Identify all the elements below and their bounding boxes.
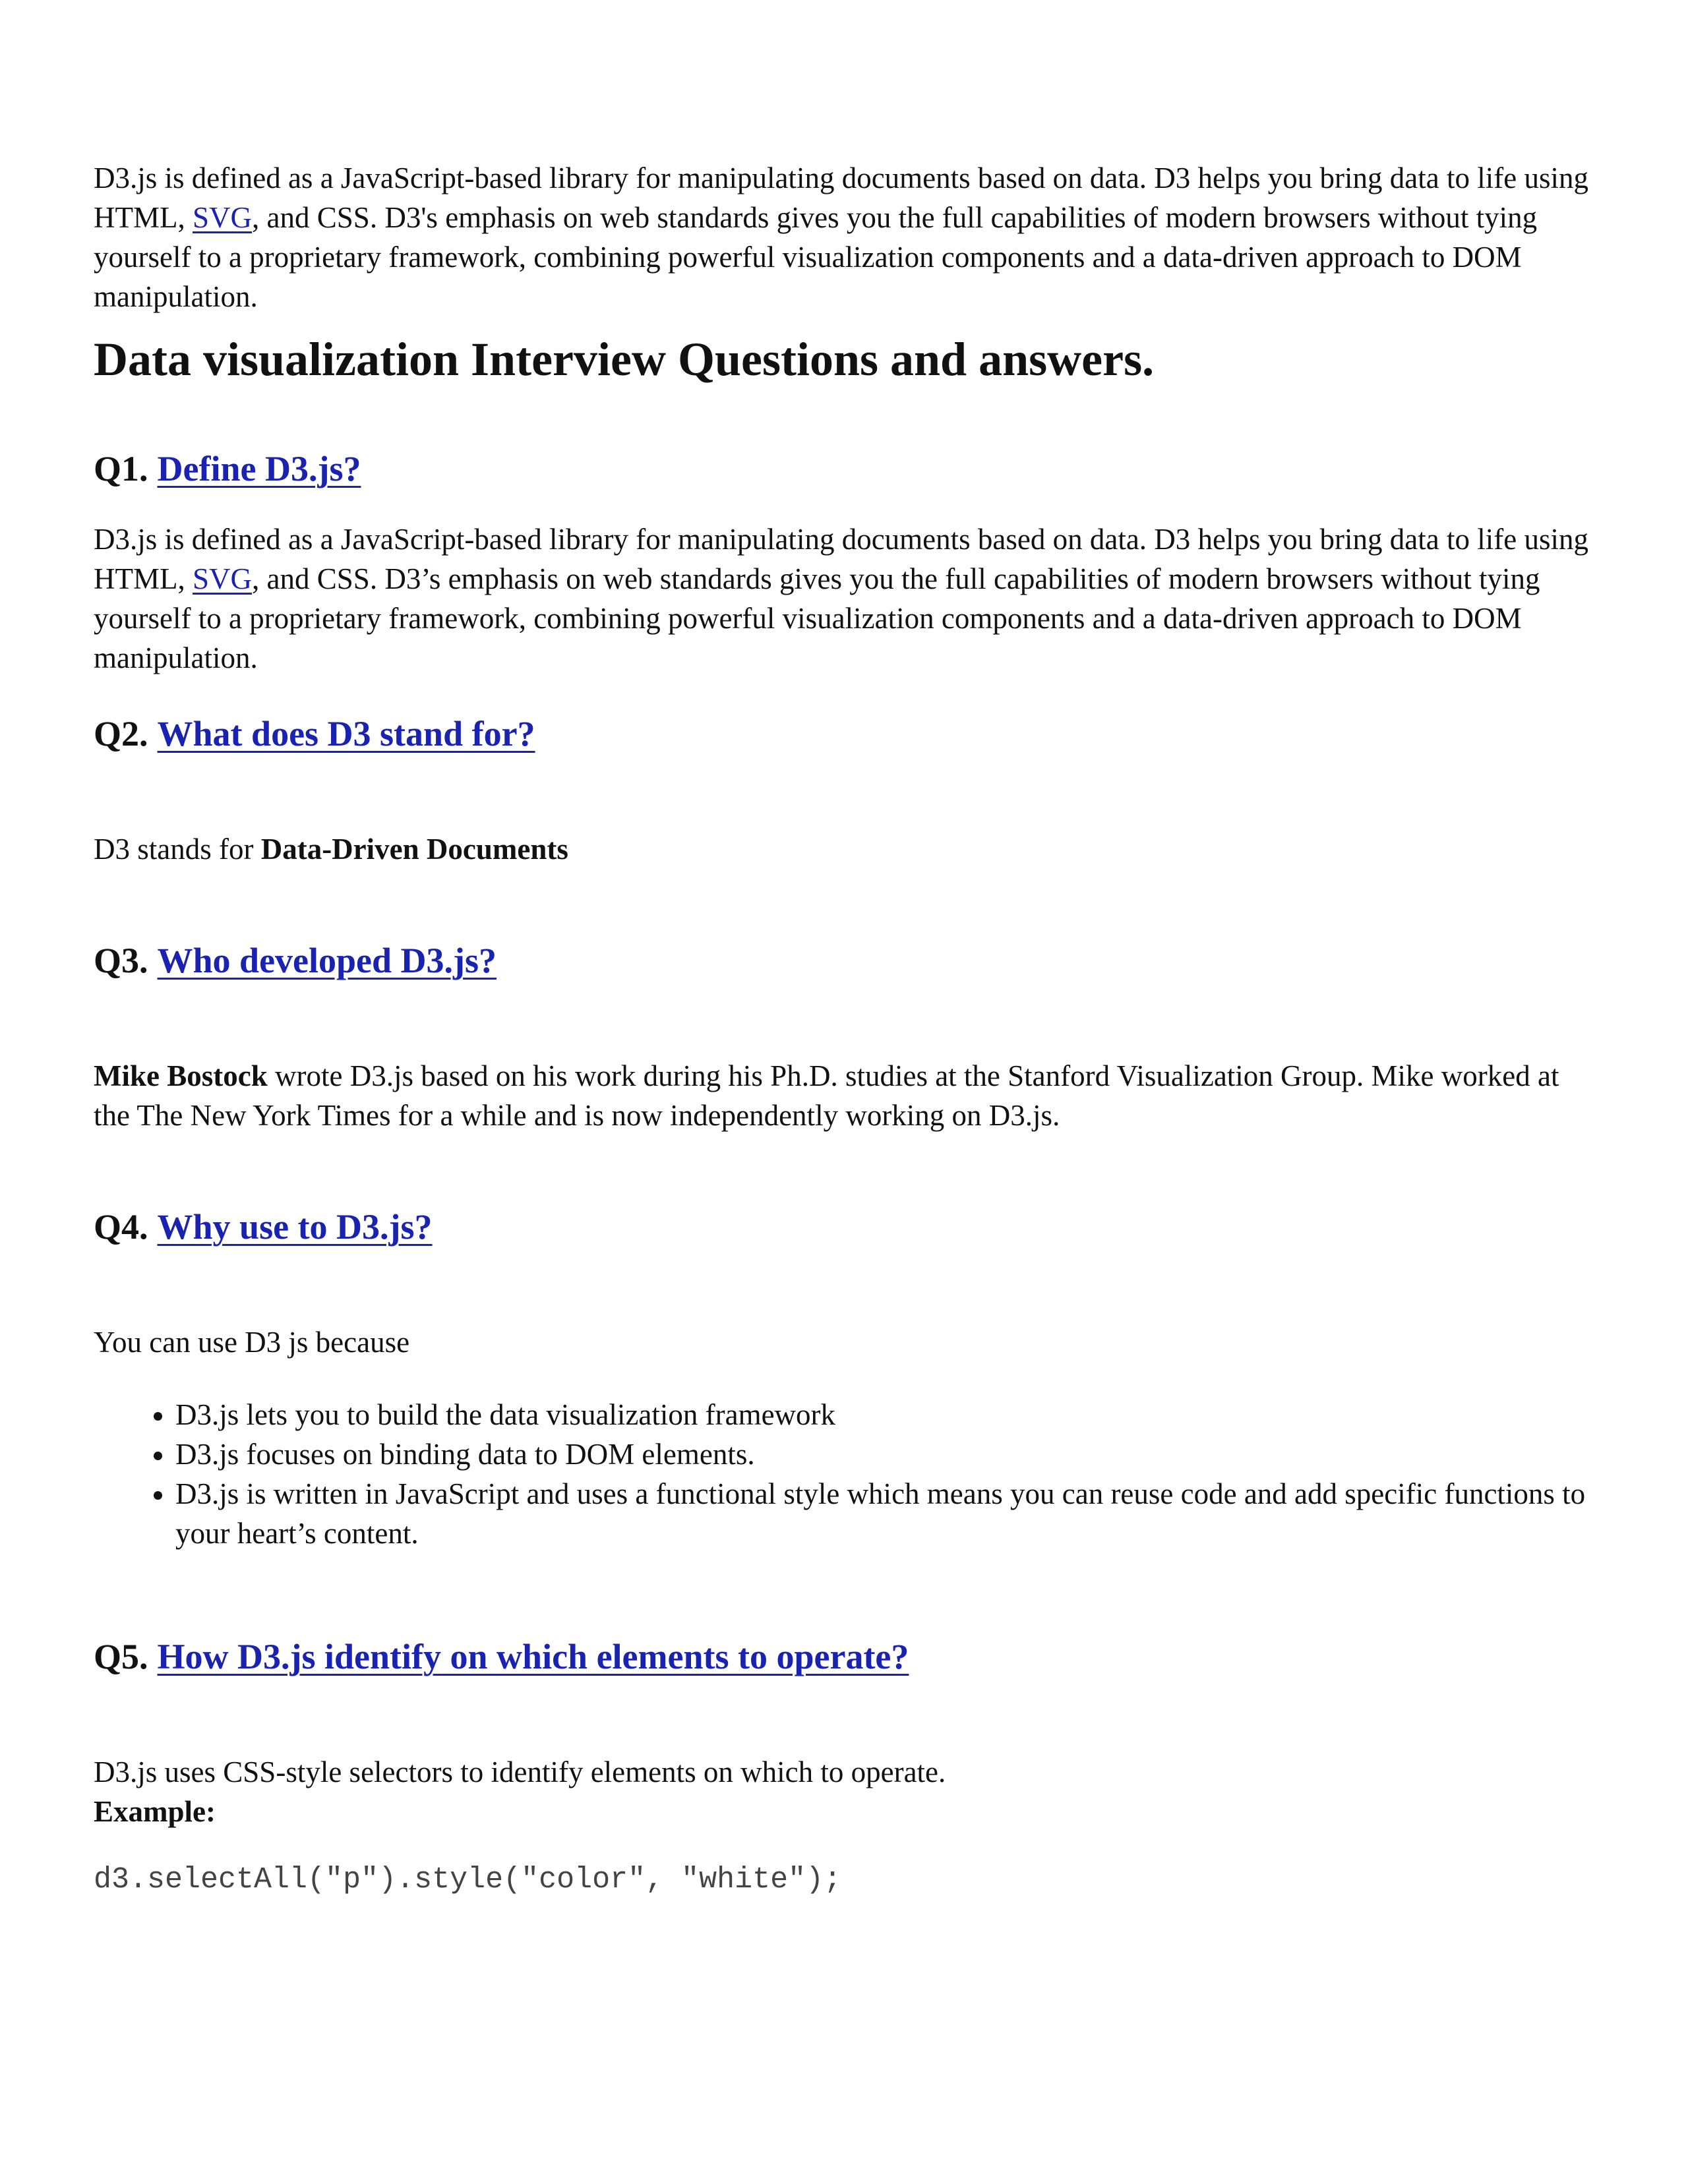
list-item: • D3.js is written in JavaScript and uses a functional style which means you can reuse code and add specific functions to your heart’s content. [175, 1474, 1590, 1553]
q3-answer-bold: Mike Bostock [94, 1059, 268, 1092]
q4-answer-intro: You can use D3 js because [94, 1326, 410, 1359]
q5-example-label [94, 1792, 1590, 1831]
intro-text-1: D3.js is defined as a JavaScript-based library for manipulating documents based on data. D3 helps you bring data to life using HTML, [94, 162, 1588, 234]
q1-number: Q1. [94, 449, 148, 488]
q4-number: Q4. [94, 1207, 148, 1247]
q3-answer [94, 1056, 1590, 1135]
q3-title-link[interactable]: Who developed D3.js? [157, 941, 497, 980]
q4-heading [94, 1204, 1590, 1250]
q5-answer: D3.js uses CSS-style selectors to identify elements on which to operate. [94, 1756, 946, 1788]
example-label: Example: [94, 1795, 216, 1828]
q5-number: Q5. [94, 1637, 148, 1676]
code-example: d3.selectAll("p").style("color", "white"); [94, 1863, 842, 1897]
list-item: • D3.js focuses on binding data to DOM elements. [175, 1434, 1590, 1474]
q3-heading [94, 937, 1590, 984]
q5-heading [94, 1634, 1590, 1680]
q1-answer-text-2: , and CSS. D3’s emphasis on web standards gives you the full capabilities of modern browsers without tying yourself to a proprietary framework, combining powerful visualization components and a data-driven approach to DOM manipulation. [94, 562, 1540, 674]
q1-title-link[interactable]: Define D3.js? [157, 449, 361, 488]
svg-link[interactable]: SVG [193, 201, 253, 234]
q2-answer [94, 829, 1590, 869]
q1-heading [94, 446, 1590, 492]
page-title: Data visualization Interview Questions and answers. [94, 333, 1155, 386]
intro-text-2: , and CSS. D3's emphasis on web standards gives you the full capabilities of modern browsers without tying yourself to a proprietary framework, combining powerful visualization components and a data-driven approach to DOM manipulation. [94, 201, 1538, 313]
q2-heading [94, 711, 1590, 757]
q2-number: Q2. [94, 714, 148, 753]
q4-bullet-list [94, 1395, 1590, 1553]
q2-title-link[interactable]: What does D3 stand for? [157, 714, 535, 753]
intro-paragraph [94, 158, 1590, 316]
q4-title-link[interactable]: Why use to D3.js? [157, 1207, 433, 1247]
q2-answer-text: D3 stands for [94, 833, 261, 866]
q5-title-link[interactable]: How D3.js identify on which elements to operate? [157, 1637, 909, 1676]
q1-answer [94, 519, 1590, 678]
q3-number: Q3. [94, 941, 148, 980]
q3-answer-text: wrote D3.js based on his work during his Ph.D. studies at the Stanford Visualization Group. Mike worked at the The New York Times for a while and is now independently working on D3.js. [94, 1059, 1559, 1132]
q2-answer-bold: Data-Driven Documents [260, 833, 568, 866]
document-page [94, 158, 1590, 1900]
q1-answer-text-1: D3.js is defined as a JavaScript-based library for manipulating documents based on data. D3 helps you bring data to life using HTML, [94, 523, 1588, 595]
list-item: • D3.js lets you to build the data visualization framework [175, 1395, 1590, 1434]
q1-svg-link[interactable]: SVG [193, 562, 253, 595]
